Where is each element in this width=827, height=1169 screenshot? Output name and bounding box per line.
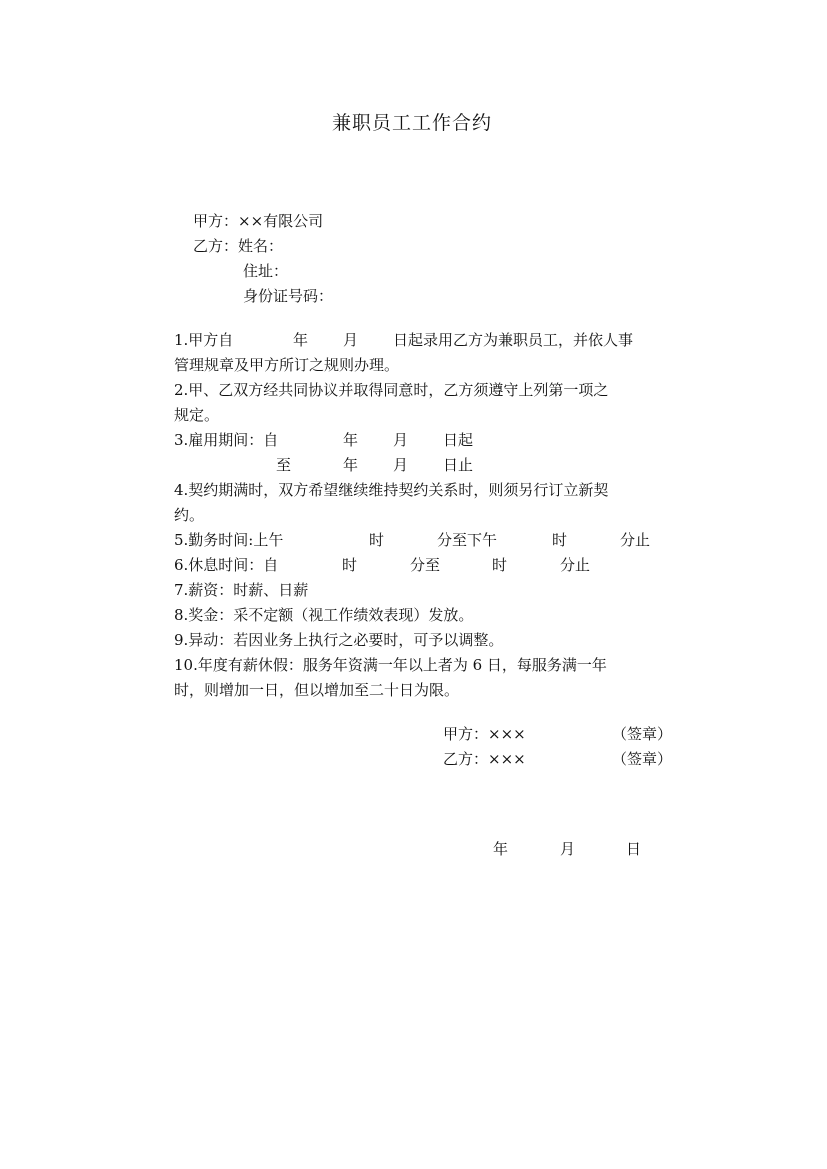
clause-6-hour-1: 时 [342,556,358,574]
clause-10-line-2: 时，则增加一日，但以增加至二十日为限。 [174,681,460,699]
clause-3-start: 3.雇用期间：自 [174,431,279,449]
clause-6-start: 6.休息时间：自 [174,556,279,574]
clause-4-line-1: 4.契约期满时，双方希望继续维持契约关系时，则须另行订立新契 [174,481,609,499]
clause-1-rest: 日起录用乙方为兼职员工，并依人事 [393,331,634,349]
clause-3-to-month: 月 [393,456,409,474]
clause-6-minute-end: 分止 [560,556,591,574]
clause-5-minute-end: 分止 [620,531,651,549]
clause-3-to-year: 年 [343,456,359,474]
clause-2-line-2: 规定。 [174,406,220,424]
signature-party-a-seal: （签章） [612,725,673,743]
party-b-id-line: 身份证号码： [243,287,334,305]
clause-5-start: 5.勤务时间:上午 [174,531,284,549]
clause-7: 7.薪资：时薪、日薪 [174,581,309,599]
signature-party-b: 乙方：××× [443,750,526,768]
signature-party-b-seal: （签章） [612,750,673,768]
clause-6-minute-to: 分至 [410,556,441,574]
clause-10-line-1: 10.年度有薪休假：服务年资满一年以上者为 6 日，每服务满一年 [174,656,607,674]
clause-3-year: 年 [343,431,359,449]
page-title: 兼职员工工作合约 [332,112,493,134]
clause-1-start: 1.甲方自 [174,331,234,349]
clause-8: 8.奖金：采不定额（视工作绩效表现）发放。 [174,606,474,624]
clause-5-hour-2: 时 [552,531,568,549]
party-a-line: 甲方：××有限公司 [193,212,324,230]
clause-3-from-day: 日起 [443,431,474,449]
clause-1-year: 年 [293,331,309,349]
date-year: 年 [493,840,509,858]
clause-3-month: 月 [393,431,409,449]
signature-party-a: 甲方：××× [443,725,526,743]
clause-9: 9.异动：若因业务上执行之必要时，可予以调整。 [174,631,504,649]
clause-4-line-2: 约。 [174,506,205,524]
date-month: 月 [560,840,576,858]
party-b-address-line: 住址： [243,262,289,280]
date-day: 日 [626,840,642,858]
clause-3-to: 至 [276,456,292,474]
clause-5-minute-to-pm: 分至下午 [437,531,498,549]
clause-1-line-2: 管理规章及甲方所订之规则办理。 [174,356,400,374]
clause-1-month: 月 [343,331,359,349]
clause-5-hour-1: 时 [369,531,385,549]
clause-2-line-1: 2.甲、乙双方经共同协议并取得同意时，乙方须遵守上列第一项之 [174,381,609,399]
clause-3-to-day: 日止 [443,456,474,474]
clause-6-hour-2: 时 [492,556,508,574]
party-b-name-line: 乙方：姓名： [193,237,284,255]
